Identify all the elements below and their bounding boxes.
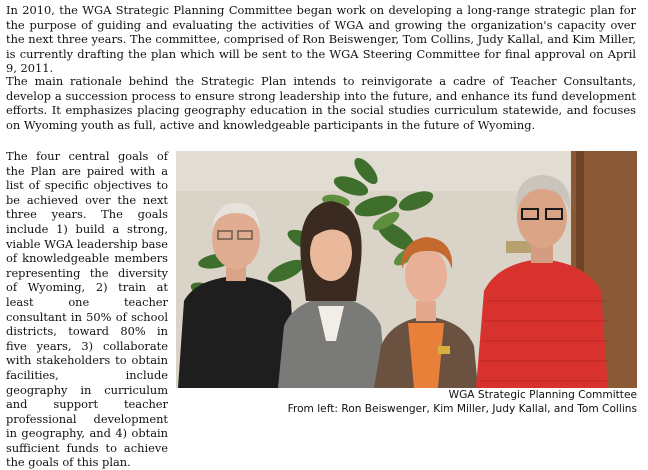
photo-caption <box>176 388 637 416</box>
caption-title: WGA Strategic Planning Committee <box>448 389 637 401</box>
committee-photo <box>176 151 637 388</box>
caption-names: From left: Ron Beiswenger, Kim Miller, Judy Kallal, and Tom Collins <box>287 403 637 415</box>
intro-paragraph: In 2010, the WGA Strategic Planning Committee began work on developing a long-range strategic plan for the purpose of guiding and evaluating the activities of WGA and growing the organization's capacity over the next three years. The committee, comprised of Ron Beiswenger, Tom Collins, Judy Kallal, and Kim Miller, is currently drafting the plan which will be sent to the WGA Steering Committee for final approval on April 9, 2011. <box>6 3 636 76</box>
rationale-paragraph: The main rationale behind the Strategic Plan intends to reinvigorate a cadre of Teacher Consultants, develop a succession process to ensure strong leadership into the future, and enhance its fund development efforts. It emphasizes placing geography education in the social studies curriculum statewide, and focuses on Wyoming youth as full, active and knowledgeable participants in the future of Wyoming. <box>6 74 636 132</box>
goals-paragraph: The four central goals of the Plan are paired with a list of specific objectives to be achieved over the next three years. The goals include 1) build a strong, viable WGA leadership base of knowledgeable members representing the diversity of Wyoming, 2) train at least one teacher consultant in 50% of school districts, toward 80% in five years, 3) collaborate with stakeholders to obtain facilities, include geography in curriculum and support teacher professional development in geography, and 4) obtain sufficient funds to achieve the goals of this plan. <box>6 149 168 470</box>
